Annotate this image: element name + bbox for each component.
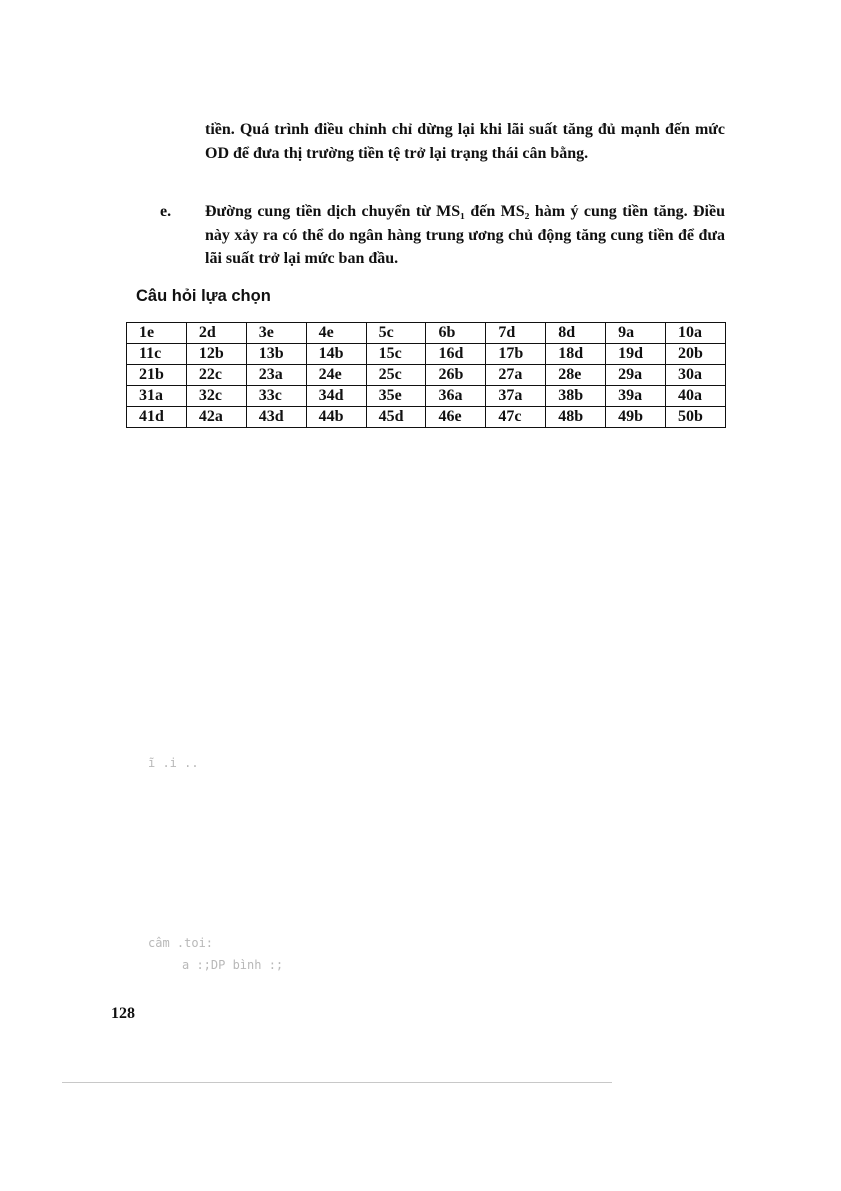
answer-cell: 27a — [486, 365, 546, 386]
answer-cell: 30a — [666, 365, 726, 386]
answer-cell: 18d — [546, 344, 606, 365]
answer-cell: 34d — [306, 386, 366, 407]
answer-cell: 49b — [606, 407, 666, 428]
answer-cell: 20b — [666, 344, 726, 365]
answer-cell: 21b — [127, 365, 187, 386]
answer-cell: 40a — [666, 386, 726, 407]
answer-cell: 2d — [186, 323, 246, 344]
table-row — [127, 323, 726, 344]
answer-cell: 5c — [366, 323, 426, 344]
answer-cell: 15c — [366, 344, 426, 365]
answer-cell: 50b — [666, 407, 726, 428]
answer-cell: 16d — [426, 344, 486, 365]
answer-cell: 7d — [486, 323, 546, 344]
answer-cell: 37a — [486, 386, 546, 407]
page-number: 128 — [111, 1005, 135, 1022]
list-marker: e. — [160, 203, 172, 220]
answer-cell: 43d — [246, 407, 306, 428]
answer-cell: 29a — [606, 365, 666, 386]
table-row — [127, 344, 726, 365]
answer-cell: 25c — [366, 365, 426, 386]
answer-cell: 6b — [426, 323, 486, 344]
answer-cell: 9a — [606, 323, 666, 344]
bleed-through-text: a :;DP bình :; — [182, 958, 284, 972]
answer-cell: 31a — [127, 386, 187, 407]
table-row — [127, 407, 726, 428]
answer-cell: 14b — [306, 344, 366, 365]
answer-cell: 32c — [186, 386, 246, 407]
paragraph-continuation: tiền. Quá trình điều chỉnh chỉ dừng lại khi lãi suất tăng đủ mạnh đến mức OD để đưa thị trường tiền tệ trở lại trạng thái cân bằng. — [205, 121, 725, 162]
answer-cell: 1e — [127, 323, 187, 344]
answer-cell: 19d — [606, 344, 666, 365]
answer-cell: 38b — [546, 386, 606, 407]
answer-cell: 36a — [426, 386, 486, 407]
answer-cell: 4e — [306, 323, 366, 344]
bleed-through-text: câm .toi: — [148, 936, 214, 950]
section-title: Câu hỏi lựa chọn — [136, 287, 271, 305]
answer-cell: 45d — [366, 407, 426, 428]
table-row — [127, 365, 726, 386]
answer-cell: 24e — [306, 365, 366, 386]
answer-cell: 10a — [666, 323, 726, 344]
answer-cell: 12b — [186, 344, 246, 365]
answer-cell: 22c — [186, 365, 246, 386]
bottom-rule — [62, 1082, 612, 1083]
answer-table — [126, 322, 726, 428]
answer-cell: 35e — [366, 386, 426, 407]
list-item-e — [160, 200, 725, 271]
answer-cell: 3e — [246, 323, 306, 344]
list-item-text: Đường cung tiền dịch chuyển từ MS₁ đến MS₂ hàm ý cung tiền tăng. Điều này xảy ra có thể do ngân hàng trung ương chủ động tăng cung tiền để đưa lãi suất trở lại mức ban đầu. — [205, 203, 725, 267]
bleed-through-text: ĩ .i .. — [148, 756, 199, 770]
answer-cell: 41d — [127, 407, 187, 428]
answer-cell: 8d — [546, 323, 606, 344]
answer-cell: 33c — [246, 386, 306, 407]
answer-cell: 42a — [186, 407, 246, 428]
answer-cell: 47c — [486, 407, 546, 428]
answer-cell: 44b — [306, 407, 366, 428]
answer-cell: 39a — [606, 386, 666, 407]
answer-cell: 48b — [546, 407, 606, 428]
answer-cell: 26b — [426, 365, 486, 386]
answer-cell: 11c — [127, 344, 187, 365]
answer-cell: 28e — [546, 365, 606, 386]
answer-cell: 17b — [486, 344, 546, 365]
answer-cell: 23a — [246, 365, 306, 386]
table-row — [127, 386, 726, 407]
answer-cell: 46e — [426, 407, 486, 428]
answer-cell: 13b — [246, 344, 306, 365]
